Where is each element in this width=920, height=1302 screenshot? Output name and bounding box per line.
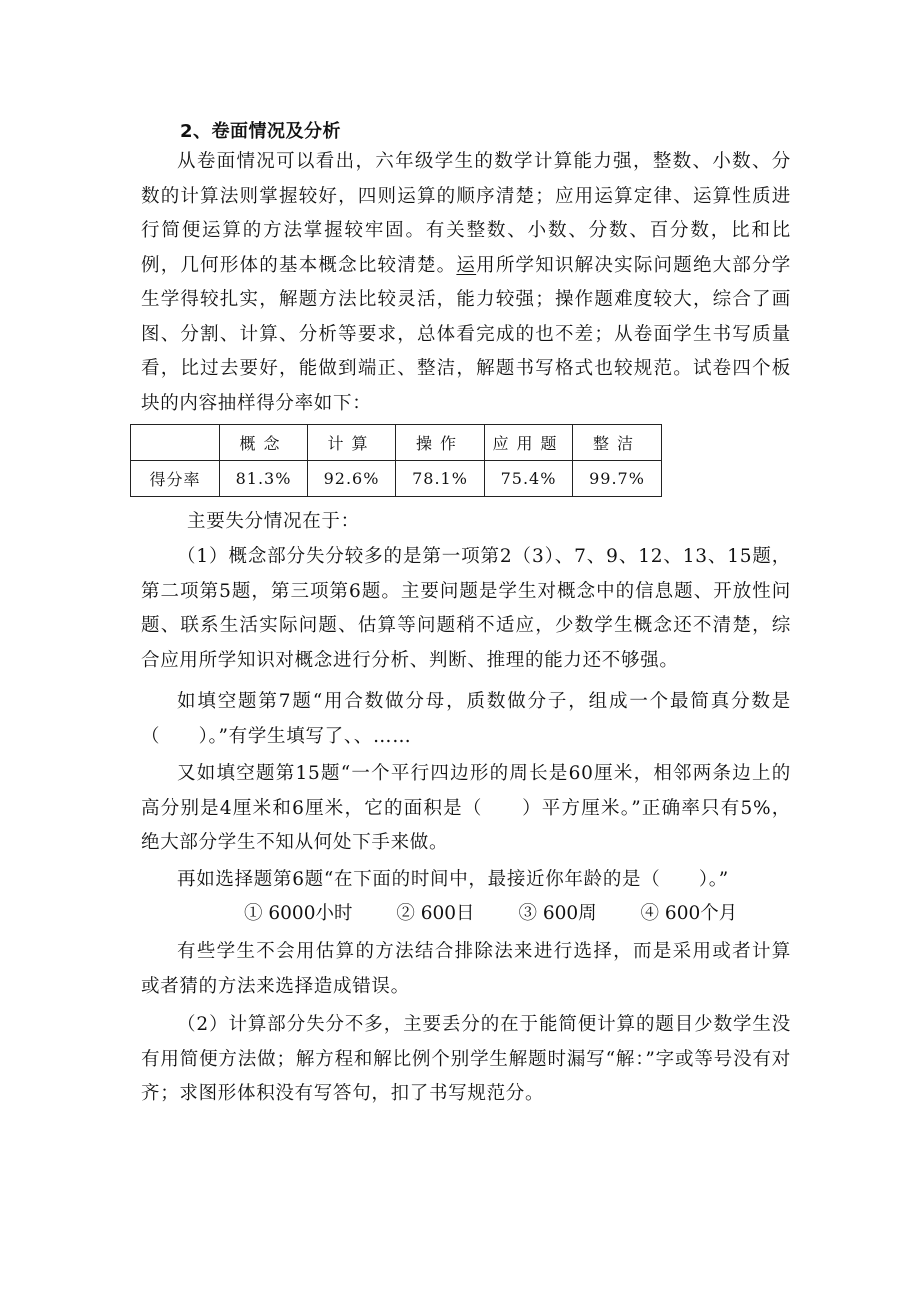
score-table-cell: 81.3%	[220, 461, 308, 497]
score-table-cell: 99.7%	[573, 461, 662, 497]
score-table-header-neatness: 整洁	[573, 425, 662, 461]
example2-paragraph: 又如填空题第15题“一个平行四边形的周长是60厘米，相邻两条边上的高分别是4厘米和6厘米，它的面积是（ ）平方厘米。”正确率只有5%，绝大部分学生不知从何处下手来做。	[141, 763, 791, 853]
choice-option-3: ③ 600周	[518, 903, 597, 924]
choice-option-1: ① 6000小时	[244, 903, 353, 924]
choice-note-paragraph: 有些学生不会用估算的方法结合排除法来进行选择，而是采用或者计算或者猜的方法来选择造成错误。	[141, 941, 791, 997]
score-table-header-operation: 操作	[396, 425, 485, 461]
score-table-value-row	[131, 461, 662, 497]
score-table-header-concept: 概念	[220, 425, 308, 461]
example1-paragraph: 如填空题第7题“用合数做分母，质数做分子，组成一个最简真分数是（ ）。”有学生填写了、、……	[141, 691, 791, 747]
section1-paragraph: （1）概念部分失分较多的是第一项第2（3）、7、9、12、13、15题，第二项第5题，第三项第6题。主要问题是学生对概念中的信息题、开放性问题、联系生活实际问题、估算等问题稍不适应，少数学生概念还不清楚，综合应用所学知识对概念进行分析、判断、推理的能力还不够强。	[141, 546, 791, 671]
choice-option-2: ② 600日	[396, 903, 475, 924]
score-rate-table	[130, 424, 662, 497]
intro-text-part2: 用所学知识解决实际问题绝大部分学生学得较扎实，解题方法比较灵活，能力较强；操作题难度较大，综合了画图、分割、计算、分析等要求，总体看完成的也不差；从卷面学生书写质量看，比过去要好，能做到端正、整洁，解题书写格式也较规范。试卷四个板块的内容抽样得分率如下：	[141, 254, 792, 414]
score-table-corner-cell	[131, 425, 220, 461]
score-table-header-row	[131, 425, 662, 461]
intro-text-part1: 从卷面情况可以看出，六年级学生的数学计算能力强，整数、小数、分数的计算法则掌握较好，四则运算的顺序清楚；应用运算定律、运算性质进行简便运算的方法掌握较牢固。有关整数、小数、分数、百分数，比和比例，几何形体的基本概念比较清楚。	[141, 151, 791, 276]
section2-paragraph: （2）计算部分失分不多，主要丢分的在于能简便计算的题目少数学生没有用简便方法做；解方程和解比例个别学生解题时漏写“解：”字或等号没有对齐；求图形体积没有写答句，扣了书写规范分。	[141, 1014, 791, 1104]
score-table-header-application: 应用题	[485, 425, 573, 461]
score-table-cell: 78.1%	[396, 461, 485, 497]
section-heading: 2、卷面情况及分析	[180, 121, 342, 142]
score-table-cell: 75.4%	[485, 461, 573, 497]
score-table-header-calc: 计算	[308, 425, 396, 461]
choice-option-4: ④ 600个月	[640, 903, 738, 924]
main-loss-title: 主要失分情况在于：	[187, 511, 360, 532]
intro-underlined-char: 运	[456, 254, 477, 276]
score-table-cell: 92.6%	[308, 461, 396, 497]
intro-paragraph	[141, 145, 791, 421]
example3-line: 再如选择题第6题“在下面的时间中，最接近你年龄的是（ ）。”	[177, 869, 729, 890]
score-table-row-label: 得分率	[131, 461, 220, 497]
choice-options	[244, 897, 775, 931]
